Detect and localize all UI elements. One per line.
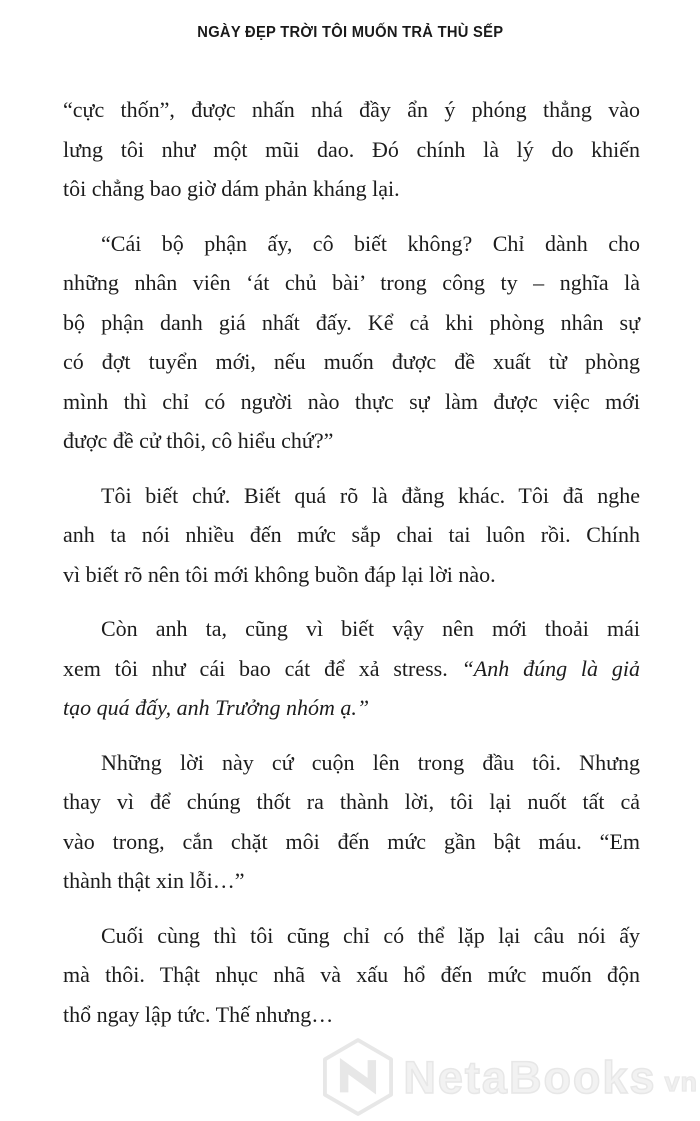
netabooks-hexagon-n-icon <box>319 1037 397 1117</box>
text-line <box>63 263 640 303</box>
text-segment: anh ta nói nhiều đến mức sắp chai tai luôn rồi. Chính <box>63 522 640 547</box>
text-segment: Tôi biết chứ. Biết quá rõ là đằng khác. Tôi đã nghe <box>101 482 640 508</box>
watermark-suffix-text: vn <box>664 1066 698 1097</box>
text-line <box>63 555 640 595</box>
text-line <box>63 421 640 461</box>
text-segment: được đề cử thôi, cô hiểu chứ?” <box>63 428 334 453</box>
text-segment: có đợt tuyển mới, nếu muốn được đề xuất từ phòng <box>63 349 640 374</box>
text-segment: Cuối cùng thì tôi cũng chỉ có thể lặp lại câu nói ấy <box>101 922 640 948</box>
paragraph <box>63 476 640 595</box>
text-segment: “cực thốn”, được nhấn nhá đầy ẩn ý phóng thẳng vào <box>63 97 640 122</box>
paragraph <box>63 224 640 461</box>
text-segment: lưng tôi như một mũi dao. Đó chính là lý do khiến <box>63 136 640 162</box>
body-text <box>63 90 640 1034</box>
paragraph <box>63 743 640 901</box>
text-line <box>63 130 640 170</box>
text-segment: tôi chẳng bao giờ dám phản kháng lại. <box>63 176 400 201</box>
italic-text-segment: tạo quá đấy, anh Trưởng nhóm ạ.” <box>63 695 370 720</box>
text-segment: mà thôi. Thật nhục nhã và xấu hổ đến mức muốn độn <box>63 962 640 987</box>
text-segment: vì biết rõ nên tôi mới không buồn đáp lại lời nào. <box>63 561 496 587</box>
text-segment: xem tôi như cái bao cát để xả stress. <box>63 655 462 681</box>
text-line <box>63 342 640 382</box>
text-line <box>63 303 640 343</box>
text-line <box>63 609 640 649</box>
text-line <box>63 169 640 209</box>
text-segment: thổ ngay lập tức. Thế nhưng… <box>63 1001 334 1027</box>
text-segment: những nhân viên ‘át chủ bài’ trong công ty – nghĩa là <box>63 270 640 295</box>
text-segment: thành thật xin lỗi…” <box>63 868 245 893</box>
paragraph <box>63 609 640 728</box>
text-segment: vào trong, cắn chặt môi đến mức gần bật máu. “Em <box>63 828 640 854</box>
paragraph <box>63 90 640 209</box>
text-line <box>63 995 640 1035</box>
text-line <box>63 782 640 822</box>
text-line <box>63 90 640 130</box>
text-segment: bộ phận danh giá nhất đấy. Kể cả khi phòng nhân sự <box>63 309 640 335</box>
text-line <box>63 861 640 901</box>
text-line <box>63 688 640 728</box>
text-segment: Còn anh ta, cũng vì biết vậy nên mới thoải mái <box>101 616 640 641</box>
text-line <box>63 382 640 422</box>
text-line <box>63 224 640 264</box>
text-segment: mình thì chỉ có người nào thực sự làm được việc mới <box>63 388 640 414</box>
italic-text-segment: “Anh đúng là giả <box>461 655 640 681</box>
text-line <box>63 649 640 689</box>
text-line <box>63 916 640 956</box>
text-segment: thay vì để chúng thốt ra thành lời, tôi lại nuốt tất cả <box>63 789 640 814</box>
page-header <box>0 24 700 42</box>
text-line <box>63 515 640 555</box>
text-segment: “Cái bộ phận ấy, cô biết không? Chỉ dành cho <box>101 230 640 256</box>
text-line <box>63 476 640 516</box>
text-line <box>63 743 640 783</box>
running-title: NGÀY ĐẸP TRỜI TÔI MUỐN TRẢ THÙ SẾP <box>196 24 504 41</box>
watermark-brand-text: NetaBooks <box>403 1051 657 1103</box>
text-line <box>63 822 640 862</box>
text-segment: Những lời này cứ cuộn lên trong đầu tôi. Nhưng <box>101 749 640 775</box>
netabooks-watermark <box>319 1037 698 1117</box>
text-line <box>63 955 640 995</box>
paragraph <box>63 916 640 1035</box>
